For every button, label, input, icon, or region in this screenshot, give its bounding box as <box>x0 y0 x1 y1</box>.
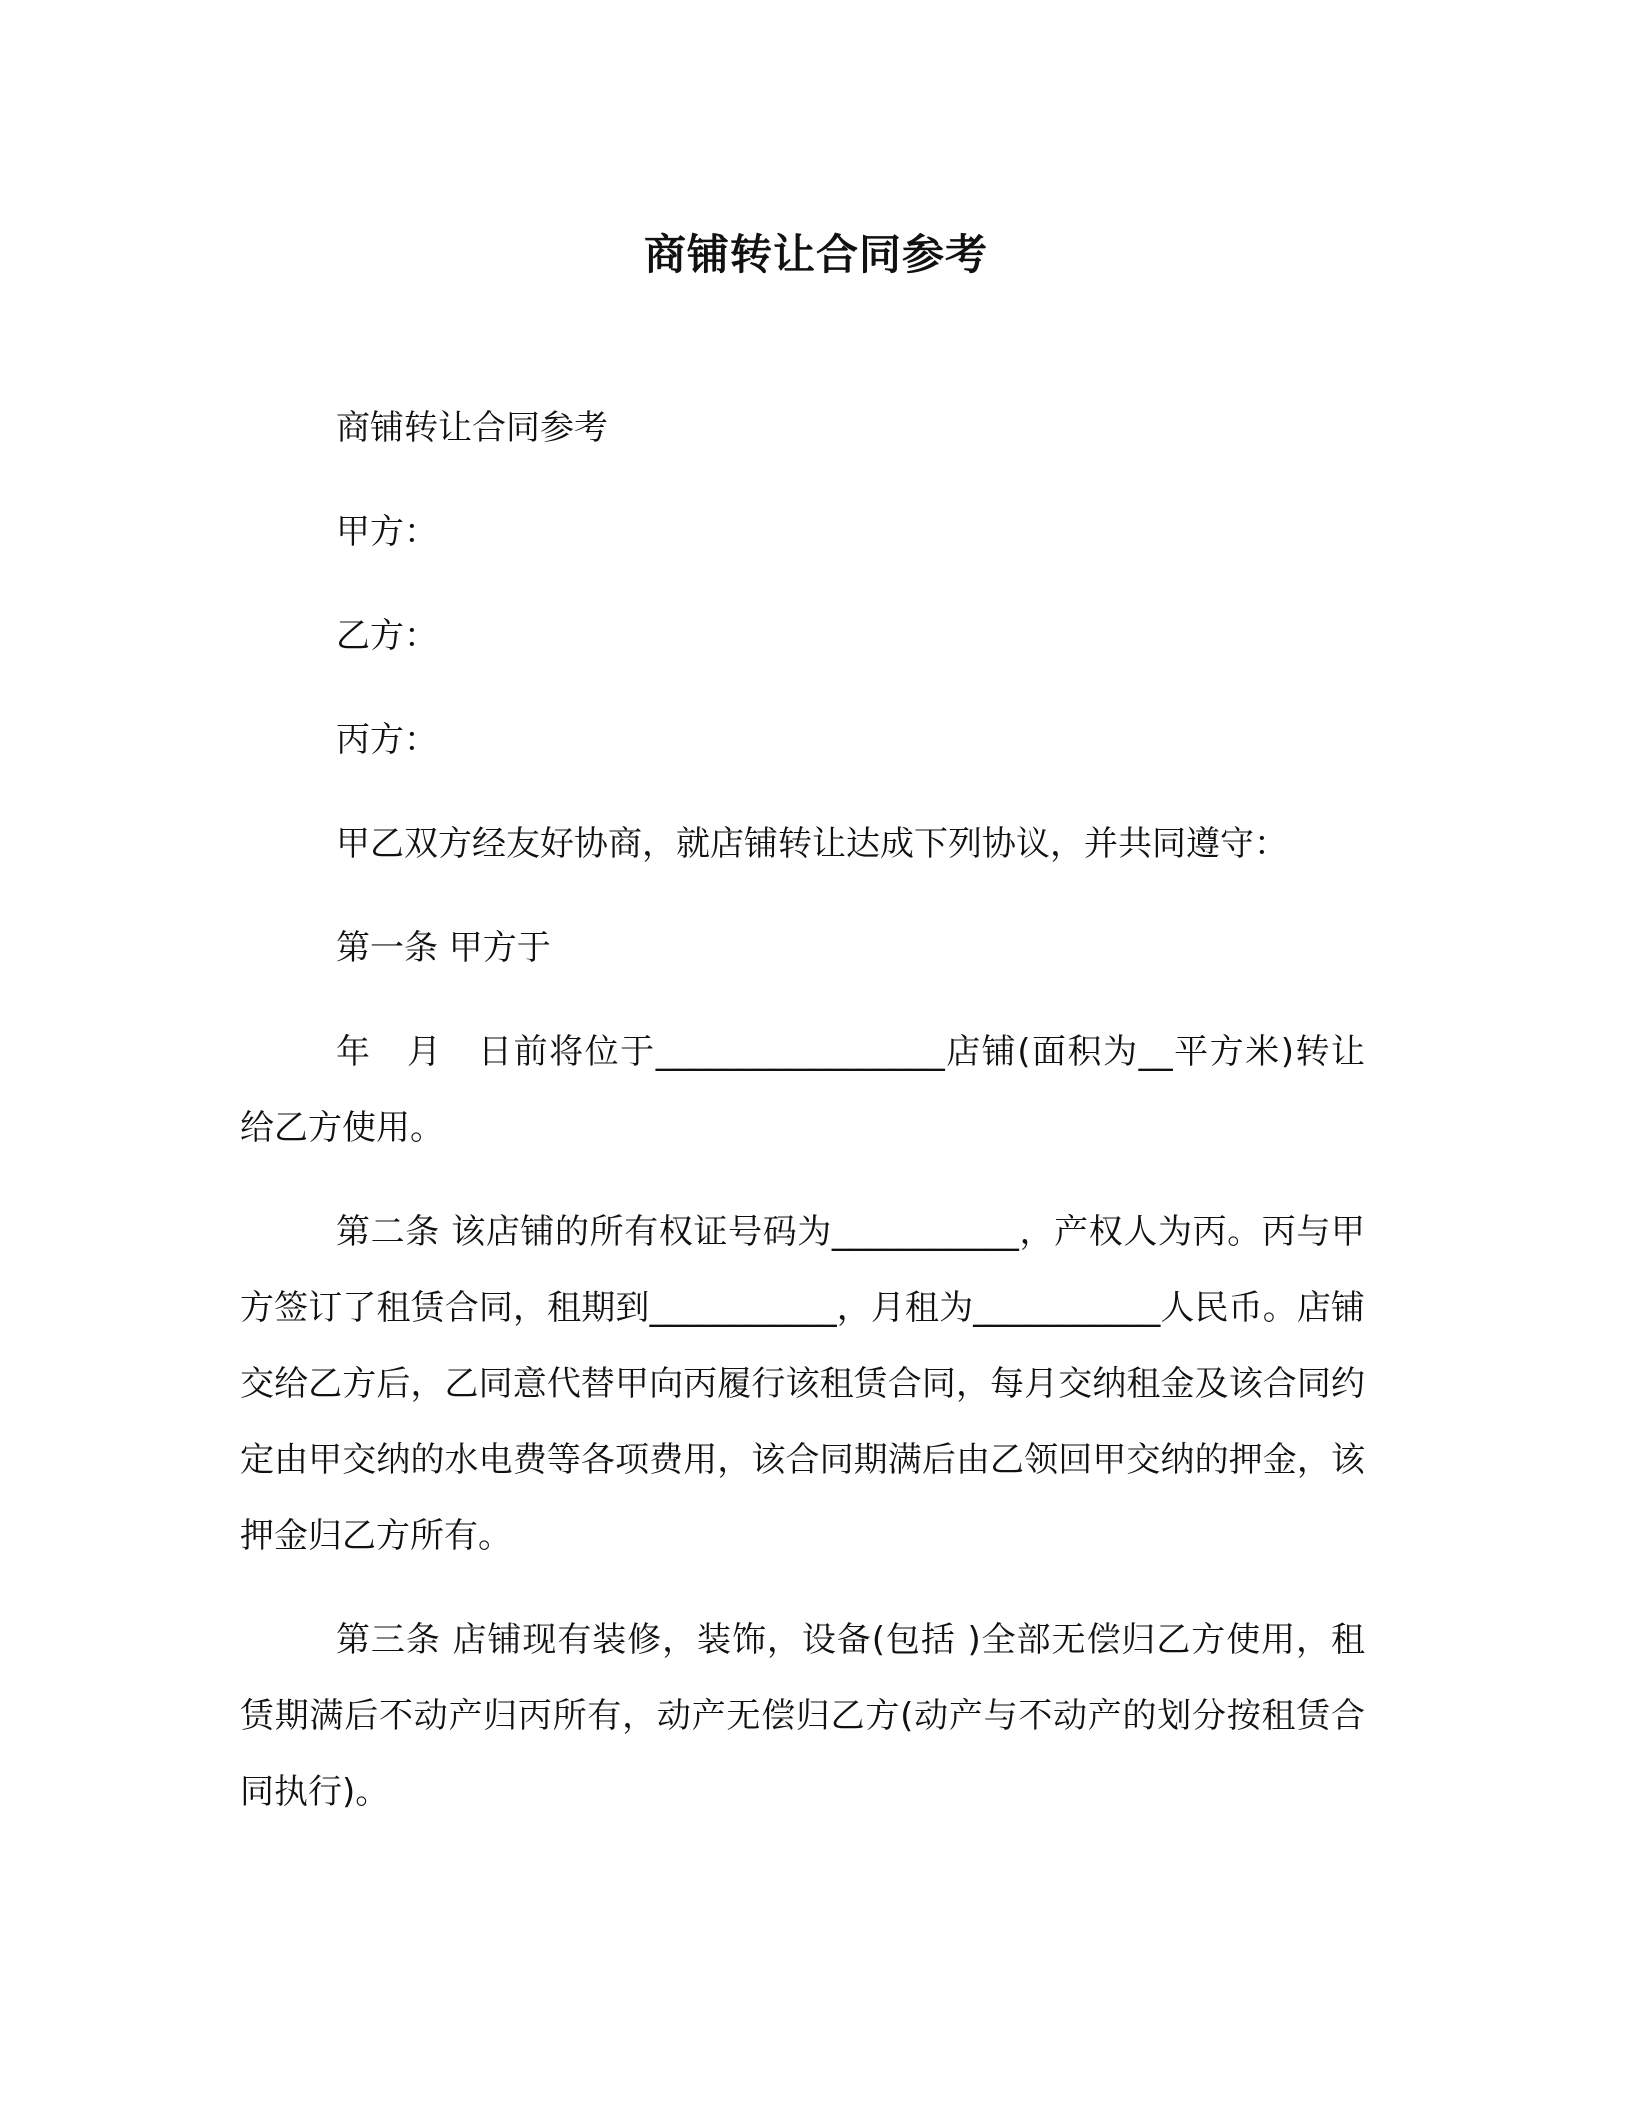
paragraph-article-3: 第三条 店铺现有装修，装饰，设备(包括 )全部无偿归乙方使用，租赁期满后不动产归丙所有，动产无偿归乙方(动产与不动产的划分按租赁合同执行)。 <box>240 1620 1365 1812</box>
paragraph-party-c: 丙方： <box>336 720 438 760</box>
paragraph-preamble: 甲乙双方经友好协商，就店铺转让达成下列协议，并共同遵守： <box>336 824 1288 864</box>
paragraph-article-1-heading: 第一条 甲方于 <box>336 928 551 968</box>
paragraph-article-2: 第二条 该店铺的所有权证号码为___________，产权人为丙。丙与甲方签订了租赁合同，租期到___________，月租为___________人民币。店铺交给乙方后，乙同意代替甲向丙履行该租赁合同，每月交纳租金及该合同约定由甲交纳的水电费等各项费用，该合同期满后由乙领回甲交纳的押金，该押金归乙方所有。 <box>240 1212 1365 1556</box>
document-title: 商铺转让合同参考 <box>643 230 988 279</box>
document-body <box>240 390 1365 1858</box>
paragraph-article-1-body: 年 月 日前将位于_________________店铺(面积为__平方米)转让给乙方使用。 <box>240 1032 1365 1148</box>
paragraph-heading: 商铺转让合同参考 <box>336 408 608 448</box>
paragraph-party-b: 乙方： <box>336 616 438 656</box>
paragraph-party-a: 甲方： <box>336 512 438 552</box>
